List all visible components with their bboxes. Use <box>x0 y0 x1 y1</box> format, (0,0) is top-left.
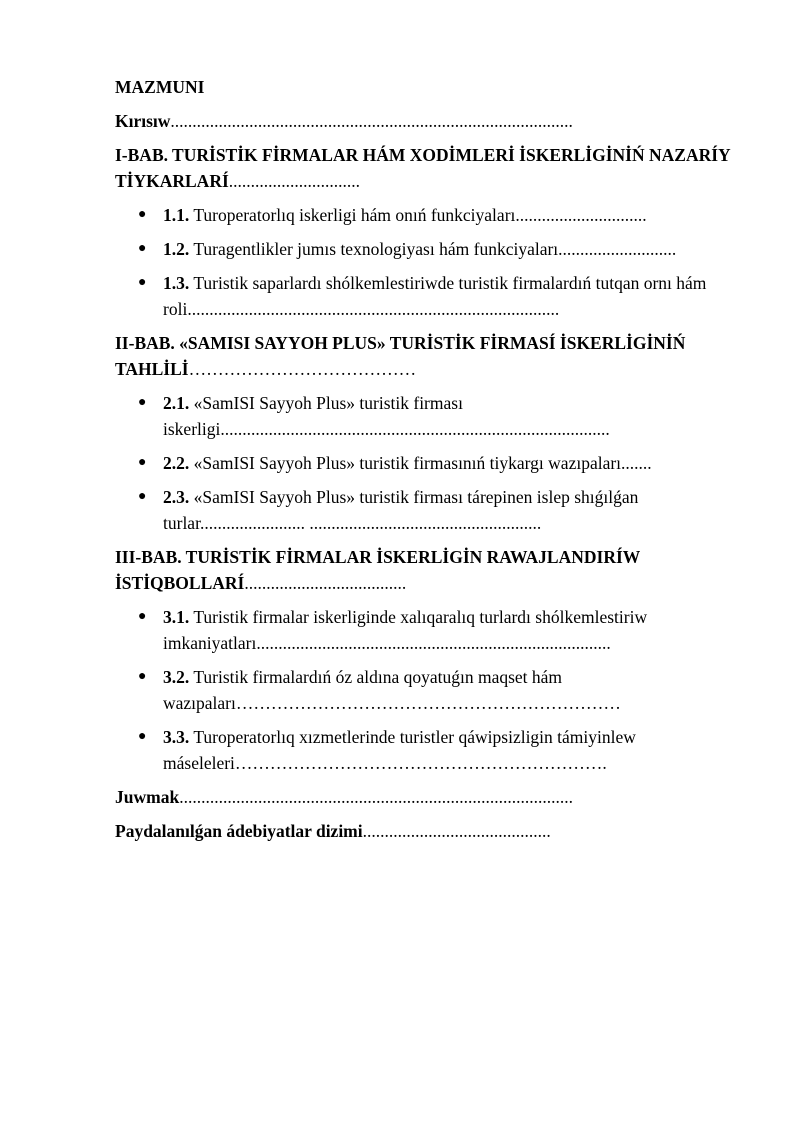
leader-dots: ………………………………………………………… <box>235 693 621 713</box>
section-title: Turoperatorlıq xızmetlerinde turistler qáwipsizligin támiyinlew máseleleri <box>163 727 636 773</box>
bullet-icon: ● <box>138 729 147 744</box>
toc-entry-label: Juwmak <box>115 787 180 807</box>
page-title: MAZMUNI <box>115 77 205 97</box>
chapter-heading-1[interactable] <box>115 142 755 194</box>
bullet-icon: ● <box>138 395 147 410</box>
leader-dots: .......................................................................................... <box>179 787 573 807</box>
leader-dots: ..................................... <box>244 573 407 593</box>
leader-dots: ........................... <box>558 239 677 259</box>
section-title: Turistik firmalardıń óz aldına qoyatuǵın maqset hám wazıpaları <box>163 667 563 713</box>
section-number: 2.3. <box>163 487 190 507</box>
bullet-icon: ● <box>138 241 147 256</box>
table-of-contents <box>115 74 755 852</box>
leader-dots: .............................. <box>228 171 361 191</box>
section-number: 1.2. <box>163 239 190 259</box>
section-number: 3.3. <box>163 727 190 747</box>
toc-item-1-3[interactable] <box>115 270 755 322</box>
toc-item-2-2[interactable] <box>115 450 755 476</box>
section-title: Turistik saparlardı shólkemlestiriwde turistik firmalardıń tutqan ornı hám roli <box>163 273 707 319</box>
chapter-1-sections <box>115 202 755 322</box>
toc-entry-label: Kırısıw <box>115 111 171 131</box>
section-number: 1.1. <box>163 205 190 225</box>
toc-entry-label: Paydalanılǵan ádebiyatlar dizimi <box>115 821 363 841</box>
section-number: 1.3. <box>163 273 190 293</box>
toc-entry-intro[interactable] <box>115 108 755 134</box>
section-title: Turistik firmalar iskerliginde xalıqaralıq turlardı shólkemlestiriw imkaniyatları <box>163 607 648 653</box>
toc-item-1-2[interactable] <box>115 236 755 262</box>
chapter-2-sections <box>115 390 755 536</box>
bullet-icon: ● <box>138 489 147 504</box>
toc-item-2-1[interactable] <box>115 390 755 442</box>
leader-dots: ………………………………… <box>188 359 417 379</box>
toc-entry-references[interactable] <box>115 818 755 844</box>
toc-entry-conclusion[interactable] <box>115 784 755 810</box>
bullet-icon: ● <box>138 455 147 470</box>
chapter-title: I-BAB. TURİSTİK FİRMALAR HÁM XODİMLERİ İSKERLİGİNİŃ NAZARÍY TİYKARLARÍ <box>115 145 731 191</box>
section-number: 2.2. <box>163 453 190 473</box>
leader-dots: ....... <box>621 453 652 473</box>
section-number: 3.2. <box>163 667 190 687</box>
toc-item-1-1[interactable] <box>115 202 755 228</box>
toc-item-3-2[interactable] <box>115 664 755 716</box>
chapter-heading-2[interactable] <box>115 330 755 382</box>
section-number: 2.1. <box>163 393 190 413</box>
leader-dots: ............................................................................................ <box>170 111 573 131</box>
bullet-icon: ● <box>138 609 147 624</box>
toc-item-2-3[interactable] <box>115 484 755 536</box>
section-title: Turoperatorlıq iskerligi hám onıń funkciyaları <box>193 205 516 225</box>
section-title: «SamISI Sayyoh Plus» turistik firmasınıń tiykargı wazıpaları <box>193 453 622 473</box>
toc-item-3-3[interactable] <box>115 724 755 776</box>
section-number: 3.1. <box>163 607 190 627</box>
bullet-icon: ● <box>138 207 147 222</box>
toc-item-3-1[interactable] <box>115 604 755 656</box>
chapter-title: III-BAB. TURİSTİK FİRMALAR İSKERLİGİN RAWAJLANDIRÍW İSTİQBOLLARÍ <box>115 547 640 593</box>
leader-dots: ........................................... <box>362 821 551 841</box>
section-title: «SamISI Sayyoh Plus» turistik firması iskerligi <box>163 393 463 439</box>
chapter-title: II-BAB. «SAMISI SAYYOH PLUS» TURİSTİK FİRMASÍ İSKERLİGİNİŃ TAHLİLİ <box>115 333 686 379</box>
leader-dots: ........................ ..................................................... <box>199 513 542 533</box>
bullet-icon: ● <box>138 669 147 684</box>
leader-dots: ................................................................................. <box>256 633 611 653</box>
bullet-icon: ● <box>138 275 147 290</box>
section-title: Turagentlikler jumıs texnologiyası hám funkciyaları <box>193 239 559 259</box>
section-title: «SamISI Sayyoh Plus» turistik firması tárepinen islep shıǵılǵan turlar <box>163 487 639 533</box>
leader-dots: ………………………………………………………. <box>234 753 607 773</box>
leader-dots: ......................................................................................... <box>220 419 610 439</box>
chapter-heading-3[interactable] <box>115 544 755 596</box>
chapter-3-sections <box>115 604 755 776</box>
leader-dots: ..................................................................................... <box>187 299 560 319</box>
leader-dots: .............................. <box>515 205 647 225</box>
